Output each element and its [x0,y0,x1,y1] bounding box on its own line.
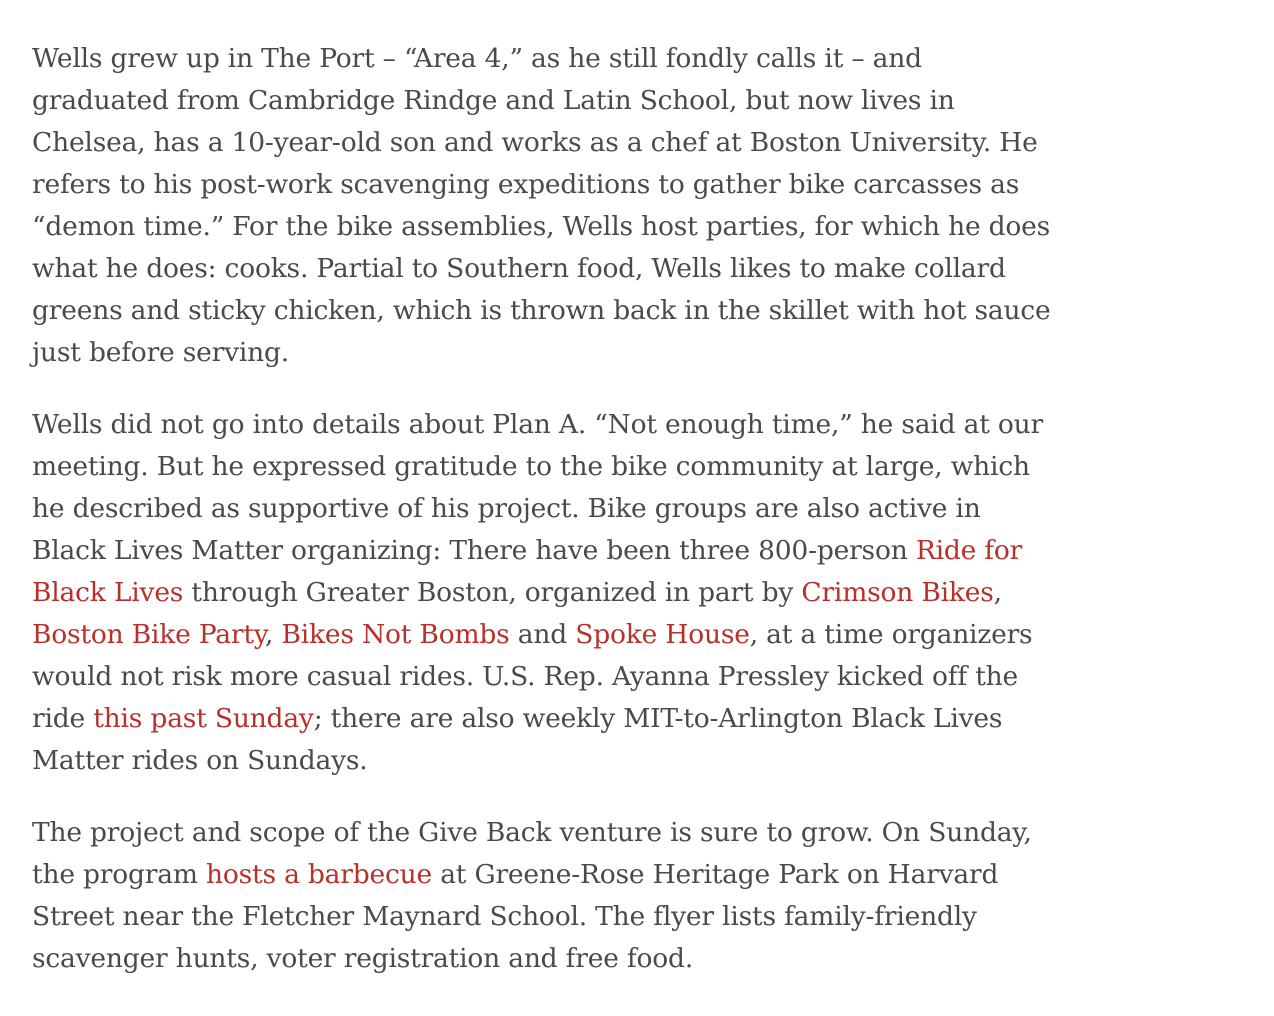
text-segment: Wells grew up in The Port – “Area 4,” as he still fondly calls it – and graduated from Cambridge Rindge and Latin School, but now lives in Chelsea, has a 10-year-old son and works as a chef at Boston University. He refers to his post-work scavenging expeditions to gather bike carcasses as “demon time.” For the bike assemblies, Wells host parties, for which he does what he does: cooks. Partial to Southern food, Wells likes to make collard greens and sticky chicken, which is thrown back in the skillet with hot sauce just before serving. [32,43,1051,368]
text-segment: , at a time organizers would not risk more casual rides. U.S. Rep. Ayanna Pressley kicked off the ride [32,619,1033,734]
link-spoke-house[interactable]: Spoke House [575,619,750,650]
text-segment: , [993,577,1002,608]
text-segment: Wells did not go into details about Plan A. “Not enough time,” he said at our meeting. But he expressed gratitude to the bike community at large, which he described as supportive of his project. Bike groups are also active in Black Lives Matter organizing: There have been three 800-person [32,409,1043,566]
link-ride-for-black-lives[interactable]: Ride for Black Lives [32,535,1023,608]
paragraph [32,38,1062,374]
text-segment: ; there are also weekly MIT-to-Arlington Black Lives Matter rides on Sundays. [32,703,1003,776]
text-segment: The project and scope of the Give Back venture is sure to grow. On Sunday, the program [32,817,1032,890]
text-segment: and [509,619,576,650]
text-segment: at Greene-Rose Heritage Park on Harvard Street near the Fletcher Maynard School. The flyer lists family-friendly scavenger hunts, voter registration and free food. [32,859,999,974]
link-crimson-bikes[interactable]: Crimson Bikes [801,577,994,608]
link-hosts-a-barbecue[interactable]: hosts a barbecue [206,859,432,890]
link-this-past-sunday[interactable]: this past Sunday [93,703,314,734]
link-boston-bike-party[interactable]: Boston Bike Party [32,619,266,650]
paragraph [32,812,1062,980]
article-body [32,38,1062,1010]
text-segment: , [265,619,282,650]
paragraph [32,404,1062,782]
text-segment: through Greater Boston, organized in part by [183,577,802,608]
link-bikes-not-bombs[interactable]: Bikes Not Bombs [281,619,510,650]
